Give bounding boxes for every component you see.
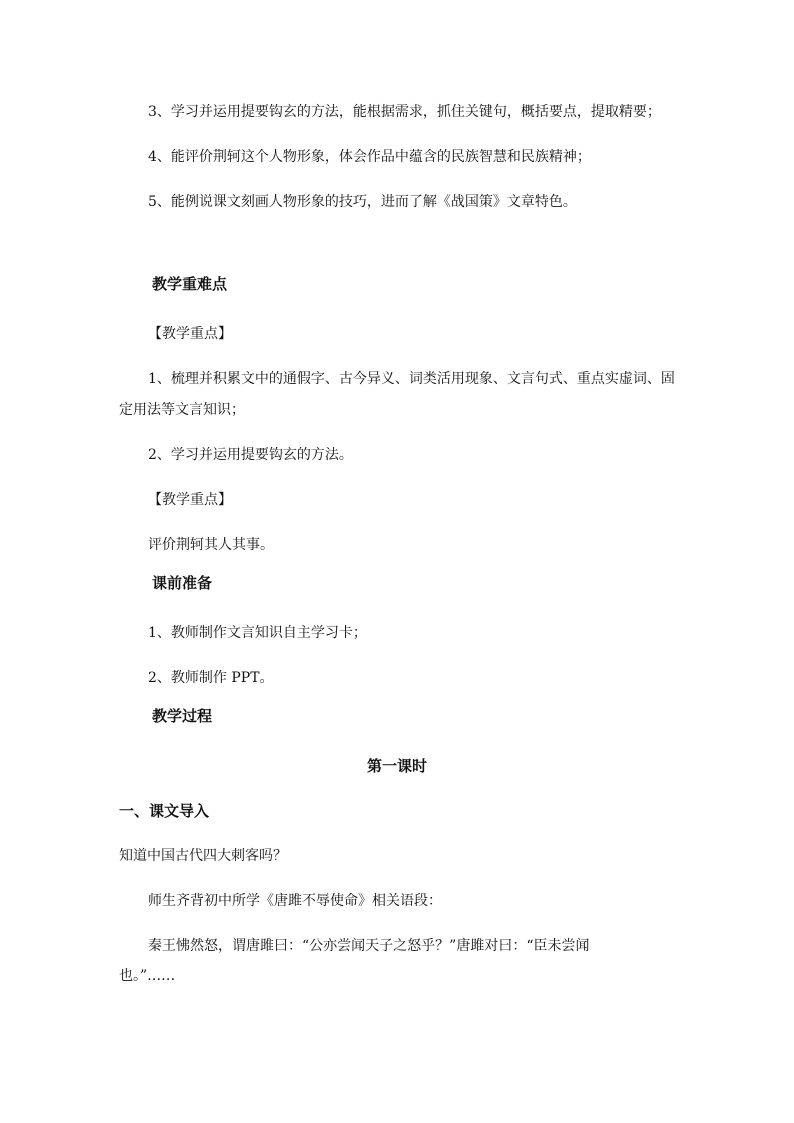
key-difficult-points-heading: 教学重难点 xyxy=(152,275,228,293)
preparation-heading: 课前准备 xyxy=(152,574,213,592)
intro-question: 知道中国古代四大刺客吗？ xyxy=(119,848,287,864)
key-point-item-1-line-2: 定用法等文言知识； xyxy=(119,402,245,418)
preparation-item-2: 2、教师制作 PPT。 xyxy=(148,670,274,686)
objective-item-3: 3、学习并运用提要钩玄的方法，能根据需求，抓住关键句，概括要点，提取精要； xyxy=(148,104,661,120)
section-1-title: 一、课文导入 xyxy=(119,802,210,820)
recitation-instruction: 师生齐背初中所学《唐雎不辱使命》相关语段： xyxy=(148,893,442,909)
key-points-label: 【教学重点】 xyxy=(148,326,232,342)
teaching-process-heading: 教学过程 xyxy=(152,707,213,725)
quote-line-1: 秦王怫然怒，谓唐雎曰：“公亦尝闻天子之怒乎？”唐雎对曰：“臣未尝闻 xyxy=(148,938,590,954)
lesson-title: 第一课时 xyxy=(366,757,427,775)
quote-line-2: 也。”…… xyxy=(119,968,176,984)
key-point-item-1-line-1: 1、梳理并积累文中的通假字、古今异义、词类活用现象、文言句式、重点实虚词、固 xyxy=(148,371,675,387)
objective-item-5: 5、能例说课文刻画人物形象的技巧，进而了解《战国策》文章特色。 xyxy=(148,194,577,210)
key-point-item-2: 2、学习并运用提要钩玄的方法。 xyxy=(148,447,353,463)
difficult-point-item: 评价荆轲其人其事。 xyxy=(148,537,274,553)
difficult-points-label: 【教学重点】 xyxy=(148,492,232,508)
objective-item-4: 4、能评价荆轲这个人物形象，体会作品中蕴含的民族智慧和民族精神； xyxy=(148,149,591,165)
preparation-item-1: 1、教师制作文言知识自主学习卡； xyxy=(148,625,367,641)
